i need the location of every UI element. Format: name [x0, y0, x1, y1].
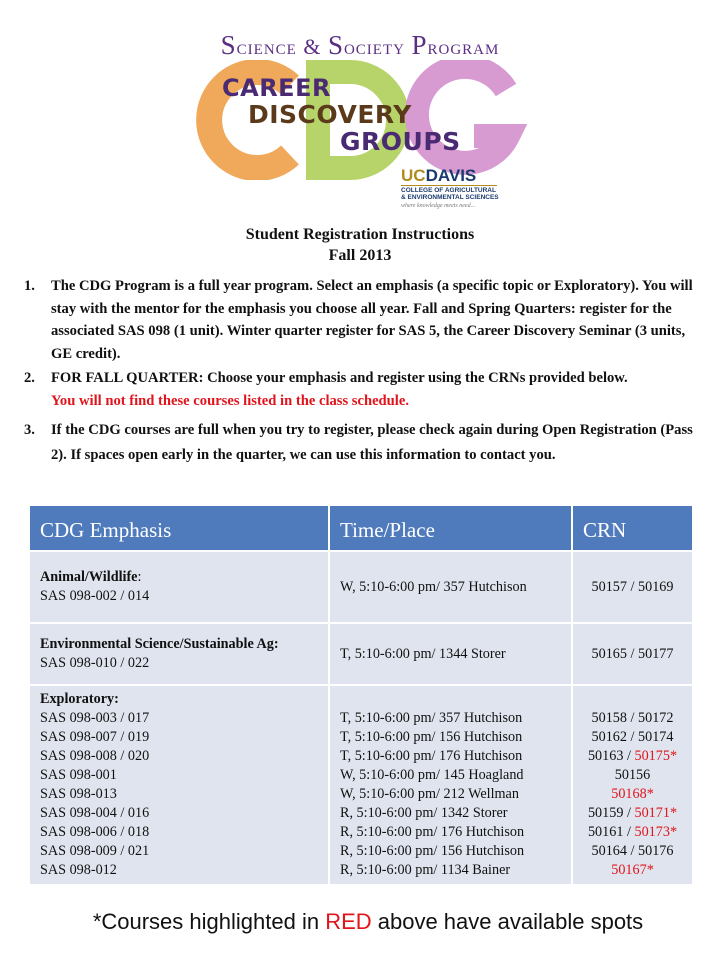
crn-line	[577, 578, 688, 597]
program-title-part1: cience &	[236, 34, 328, 59]
time-place-cell	[329, 551, 572, 623]
emphasis-cell	[29, 551, 329, 623]
instruction-item	[24, 418, 704, 468]
time-place: R, 5:10-6:00 pm/ 1342 Storer	[340, 805, 508, 821]
program-title-part2: ociety	[343, 34, 412, 59]
time-place: W, 5:10-6:00 pm/ 212 Wellman	[340, 786, 519, 802]
time-place: T, 5:10-6:00 pm/ 1344 Storer	[340, 645, 506, 662]
time-place: T, 5:10-6:00 pm/ 156 Hutchison	[340, 729, 523, 745]
crn-value: 50161 /	[587, 824, 635, 840]
crn-line	[577, 785, 688, 804]
davis-text: DAVIS	[425, 166, 477, 185]
instructions-list	[24, 275, 704, 468]
instruction-item	[24, 367, 704, 413]
header-time-place: Time/Place	[329, 505, 572, 551]
crn-cell	[572, 623, 693, 685]
crn-line	[577, 747, 688, 766]
table-header-row	[29, 505, 693, 551]
spacer	[577, 690, 688, 709]
crn-value: 50168*	[611, 786, 654, 802]
table-body	[29, 551, 693, 885]
time-place: W, 5:10-6:00 pm/ 357 Hutchison	[340, 578, 527, 595]
crn-value: 50177	[638, 645, 674, 662]
crn-line	[577, 645, 688, 664]
crn-line	[577, 823, 688, 842]
logo-rule	[401, 185, 497, 186]
crn-line	[577, 728, 688, 747]
crn-value: 50156	[614, 767, 651, 783]
program-title-p: P	[411, 30, 428, 60]
course-section: SAS 098-002 / 014	[40, 588, 150, 604]
instruction-number: 1.	[24, 278, 35, 294]
crn-line	[577, 804, 688, 823]
time-place: R, 5:10-6:00 pm/ 1134 Bainer	[340, 862, 511, 878]
emphasis-name: Exploratory:	[40, 691, 119, 707]
instruction-item	[24, 275, 704, 365]
footnote-red-word: RED	[325, 909, 372, 934]
header-crn: CRN	[572, 505, 693, 551]
crn-value: 50169	[638, 578, 674, 595]
emphasis-suffix: :	[137, 569, 142, 585]
emphasis-cell	[29, 623, 329, 685]
emphasis-table	[28, 504, 694, 886]
uc-davis-wordmark	[401, 168, 511, 184]
document-title	[0, 224, 720, 266]
footnote	[0, 909, 720, 935]
time-place: R, 5:10-6:00 pm/ 176 Hutchison	[340, 824, 525, 840]
title-line-2: Fall 2013	[328, 247, 392, 264]
crn-value: 50173*	[634, 824, 678, 840]
course-section: SAS 098-003 / 017	[40, 710, 150, 726]
course-section: SAS 098-001	[40, 767, 117, 783]
crn-value: 50158 /	[591, 710, 639, 726]
crn-cell	[572, 551, 693, 623]
program-title	[0, 30, 720, 61]
crn-value: 50157 /	[591, 578, 639, 595]
emphasis-label	[40, 568, 318, 587]
course-section: SAS 098-004 / 016	[40, 805, 150, 821]
instruction-number: 2.	[24, 370, 35, 386]
course-section: SAS 098-006 / 018	[40, 824, 150, 840]
crn-cell	[572, 685, 693, 885]
footnote-text: *Courses highlighted in	[92, 909, 326, 934]
program-title-part3: rogram	[427, 34, 500, 59]
crn-line	[577, 766, 688, 785]
time-place: T, 5:10-6:00 pm/ 357 Hutchison	[340, 710, 523, 726]
crn-value: 50176	[638, 843, 674, 859]
instruction-text: The CDG Program is a full year program. Select an emphasis (a specific topic or Exploratory). You will stay with the mentor for the emphasis you choose all year. Fall and Spring Quarters: register for the associated SAS 098 (1 unit). Winter quarter register for SAS 5, the Career Discovery Seminar (3 units, GE credit).	[51, 278, 693, 362]
crn-value: 50165 /	[591, 645, 639, 662]
logo-word-discovery: DISCOVERY	[248, 100, 412, 129]
logo-word-groups: GROUPS	[340, 127, 461, 156]
crn-value: 50164 /	[591, 843, 639, 859]
program-title-s: S	[220, 30, 237, 60]
table-row	[29, 685, 693, 885]
crn-value: 50175*	[634, 748, 678, 764]
time-place: R, 5:10-6:00 pm/ 156 Hutchison	[340, 843, 525, 859]
crn-value: 50172	[638, 710, 674, 726]
program-title-s2: S	[327, 30, 344, 60]
instruction-note-red: You will not find these courses listed in the class schedule.	[51, 393, 409, 409]
crn-value: 50171*	[634, 805, 678, 821]
uc-text: UC	[401, 166, 426, 185]
instruction-text: If the CDG courses are full when you try to register, please check again during Open Registration (Pass 2). If spaces open early in the quarter, we can use this information to contact you.	[51, 422, 693, 463]
table-row	[29, 623, 693, 685]
crn-value: 50159 /	[587, 805, 635, 821]
time-place: W, 5:10-6:00 pm/ 145 Hoagland	[340, 767, 524, 783]
course-section: SAS 098-010 / 022	[40, 655, 150, 671]
crn-value: 50162 /	[591, 729, 639, 745]
time-place-cell	[329, 685, 572, 885]
title-line-1: Student Registration Instructions	[245, 226, 475, 243]
college-line-2: & ENVIRONMENTAL SCIENCES	[401, 194, 499, 201]
instruction-text: FOR FALL QUARTER: Choose your emphasis and register using the CRNs provided below.	[51, 370, 628, 386]
crn-line	[577, 842, 688, 861]
course-section: SAS 098-013	[40, 786, 117, 802]
course-section: SAS 098-012	[40, 862, 117, 878]
college-line-1: COLLEGE OF AGRICULTURAL	[401, 187, 496, 194]
time-place-cell	[329, 623, 572, 685]
header-emphasis: CDG Emphasis	[29, 505, 329, 551]
crn-value: 50167*	[611, 862, 654, 878]
crn-value: 50163 /	[587, 748, 635, 764]
crn-value: 50174	[638, 729, 674, 745]
time-place: T, 5:10-6:00 pm/ 176 Hutchison	[340, 748, 523, 764]
crn-line	[577, 861, 688, 880]
course-section: SAS 098-007 / 019	[40, 729, 150, 745]
emphasis-label	[40, 635, 318, 654]
table-row	[29, 551, 693, 623]
emphasis-name: Environmental Science/Sustainable Ag:	[40, 636, 279, 652]
footnote-text-end: above have available spots	[371, 909, 644, 934]
crn-line	[577, 709, 688, 728]
emphasis-cell	[29, 685, 329, 885]
cdg-logo	[190, 60, 530, 180]
logo-word-career: CAREER	[222, 74, 331, 102]
emphasis-name: Animal/Wildlife	[40, 569, 138, 585]
college-tagline: where knowledge meets need...	[401, 203, 476, 209]
course-section: SAS 098-009 / 021	[40, 843, 150, 859]
uc-davis-logo	[401, 168, 511, 209]
emphasis-label	[40, 690, 318, 709]
instruction-number: 3.	[24, 422, 35, 438]
course-section: SAS 098-008 / 020	[40, 748, 150, 764]
spacer	[340, 690, 561, 709]
